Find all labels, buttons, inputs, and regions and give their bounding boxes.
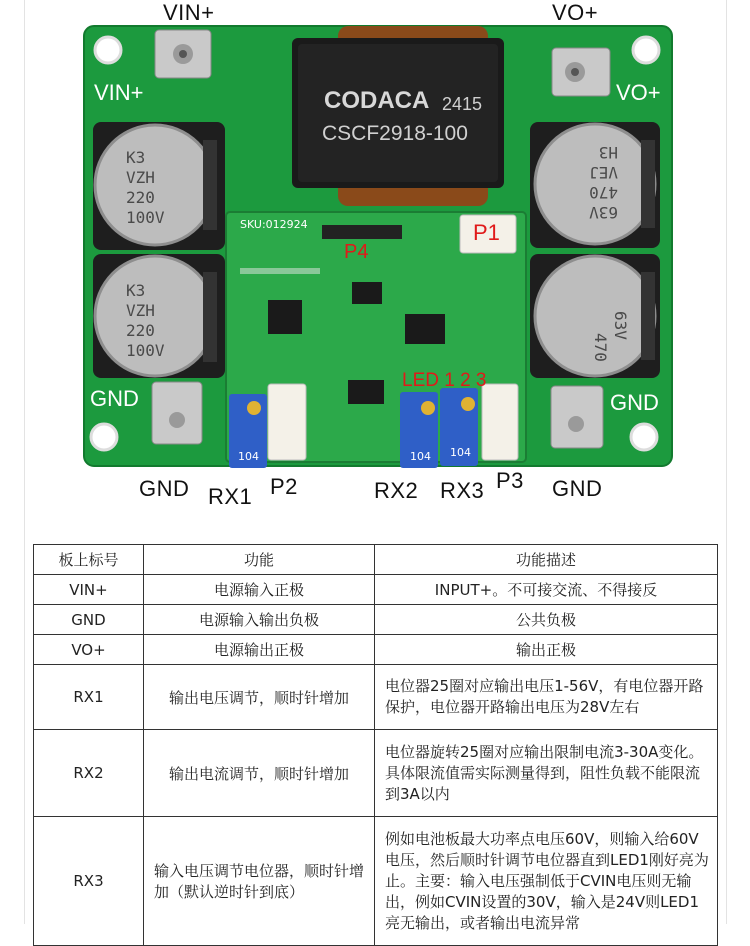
pin-function-table <box>33 544 718 946</box>
svg-text:H3: H3 <box>598 143 618 162</box>
svg-text:104: 104 <box>238 450 259 463</box>
p2-label: P2 <box>270 474 298 499</box>
svg-text:470: 470 <box>591 333 610 362</box>
terminal-gnd-left <box>152 382 202 444</box>
inductor-brand: CODACA <box>324 87 430 114</box>
header-description: 功能描述 <box>375 545 718 575</box>
mount-hole-icon <box>91 424 117 450</box>
table-row <box>34 817 718 946</box>
row-label: VIN+ <box>34 575 144 605</box>
vin-pcb-label: VIN+ <box>94 80 144 105</box>
mount-hole-icon <box>631 424 657 450</box>
svg-text:104: 104 <box>450 446 471 459</box>
header-label: 板上标号 <box>34 545 144 575</box>
row-function: 输出电压调节，顺时针增加 <box>144 665 375 730</box>
table-header-row <box>34 545 718 575</box>
svg-text:VZH: VZH <box>126 168 155 187</box>
gnd-bottom-right-label: GND <box>552 476 603 501</box>
row-function: 输出电流调节，顺时针增加 <box>144 730 375 817</box>
capacitor-left-top <box>93 122 225 250</box>
gnd-bottom-left-label: GND <box>139 476 190 501</box>
row-function: 电源输出正极 <box>144 635 375 665</box>
p4-label: P4 <box>344 241 369 263</box>
control-module <box>226 212 526 462</box>
gnd-pcb-left-label: GND <box>90 386 139 411</box>
svg-text:470: 470 <box>589 183 618 202</box>
row-description: 例如电池板最大功率点电压60V，则输入给60V电压，然后顺时针调节电位器直到LED1刚好亮为止。主要：输入电压强制低于CVIN电压则无输出，例如CVIN设置的30V，输入是24V则LED1亮无输出，或者输出电流异常 <box>375 817 718 946</box>
svg-text:VEJ: VEJ <box>589 163 618 182</box>
row-description: 电位器25圈对应输出电压1-56V，有电位器开路保护，电位器开路输出电压为28V左右 <box>375 665 718 730</box>
table-row <box>34 575 718 605</box>
svg-text:K3: K3 <box>126 281 146 300</box>
inductor-model: CSCF2918-100 <box>322 122 468 145</box>
rx3-label: RX3 <box>440 478 485 503</box>
led-row-label: LED 1 2 3 <box>402 370 487 391</box>
svg-text:63V: 63V <box>611 311 630 340</box>
table-row <box>34 730 718 817</box>
p3-label: P3 <box>496 468 524 493</box>
p1-label: P1 <box>473 220 500 245</box>
row-label: RX3 <box>34 817 144 946</box>
terminal-vin <box>155 30 211 78</box>
vin-top-label: VIN+ <box>163 0 215 25</box>
terminal-gnd-right <box>551 386 603 448</box>
row-function: 电源输入输出负极 <box>144 605 375 635</box>
svg-text:100V: 100V <box>126 341 165 360</box>
svg-text:104: 104 <box>410 450 431 463</box>
rx2-label: RX2 <box>374 478 419 503</box>
row-description: 公共负极 <box>375 605 718 635</box>
gnd-pcb-right-label: GND <box>610 390 659 415</box>
vo-top-label: VO+ <box>552 0 599 25</box>
header-function: 功能 <box>144 545 375 575</box>
row-description: 输出正极 <box>375 635 718 665</box>
svg-text:63V: 63V <box>589 203 618 222</box>
row-label: VO+ <box>34 635 144 665</box>
svg-text:VZH: VZH <box>126 301 155 320</box>
inductor <box>292 26 504 206</box>
row-description: 电位器旋转25圈对应输出限制电流3-30A变化。具体限流值需实际测量得到，阻性负载不能限流到3A以内 <box>375 730 718 817</box>
svg-text:220: 220 <box>126 188 155 207</box>
row-function: 输入电压调节电位器，顺时针增加（默认逆时针到底） <box>144 817 375 946</box>
vo-pcb-label: VO+ <box>616 80 661 105</box>
row-label: RX1 <box>34 665 144 730</box>
row-label: RX2 <box>34 730 144 817</box>
sku-text: SKU:012924 <box>240 218 308 231</box>
row-label: GND <box>34 605 144 635</box>
svg-text:K3: K3 <box>126 148 146 167</box>
table-row <box>34 605 718 635</box>
table-row <box>34 635 718 665</box>
table-row <box>34 665 718 730</box>
row-function: 电源输入正极 <box>144 575 375 605</box>
terminal-vo <box>552 48 610 96</box>
row-description: INPUT+。不可接交流、不得接反 <box>375 575 718 605</box>
mount-hole-icon <box>95 37 121 63</box>
svg-text:100V: 100V <box>126 208 165 227</box>
mount-hole-icon <box>633 37 659 63</box>
inductor-code: 2415 <box>442 94 483 114</box>
svg-text:220: 220 <box>126 321 155 340</box>
rx1-label: RX1 <box>208 484 253 509</box>
